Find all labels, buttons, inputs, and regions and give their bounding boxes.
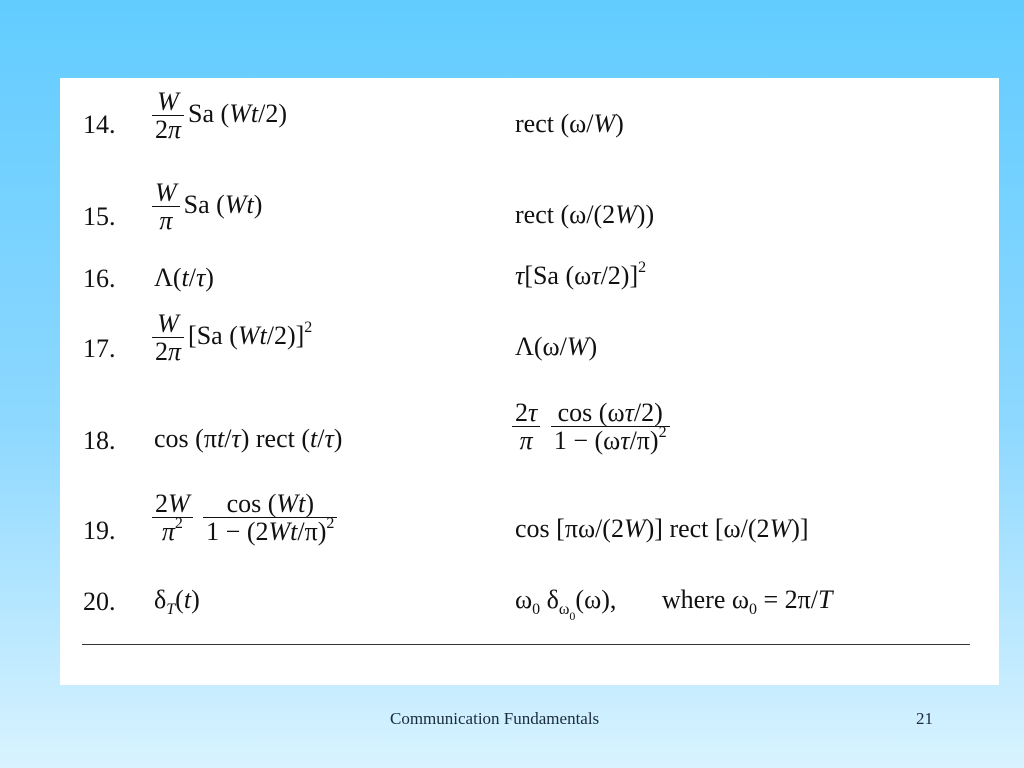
- row-18-signal: cos (πt/τ) rect (t/τ): [154, 424, 343, 453]
- row-15-transform: rect (ω/(2W)): [515, 200, 655, 229]
- row-14-transform: rect (ω/W): [515, 109, 624, 138]
- row-16-transform: τ[Sa (ωτ/2)]$^2$: [515, 259, 647, 290]
- row-18-transform: $\frac{2\tau}{\pi}$ $\frac{\cos (\omega\tau/2)}{1 - (\omega\tau/\pi)^2}$: [512, 399, 674, 455]
- row-17-number: 17.: [83, 334, 116, 363]
- table-bottom-rule: [82, 644, 970, 645]
- row-17-transform: Λ(ω/W): [515, 332, 598, 361]
- row-20-number: 20.: [83, 587, 116, 616]
- row-16-signal: Λ(t/τ): [154, 263, 214, 292]
- row-18-number: 18.: [83, 426, 116, 455]
- page-number: 21: [916, 709, 933, 728]
- footer-title: Communication Fundamentals: [390, 709, 600, 728]
- row-14-number: 14.: [83, 110, 116, 139]
- row-15-number: 15.: [83, 202, 116, 231]
- row-19-signal: $\frac{2W}{\pi^2}$ $\frac{\cos (Wt)}{1 - (2Wt/\pi)^2}$: [152, 490, 341, 546]
- row-20-transform: $\omega_0$ $\delta_{\omega_0}(\omega)$, where $\omega_0 = 2\pi/T$: [515, 585, 833, 623]
- row-14-signal: $\frac{W}{2\pi}$ Sa (Wt/2): [152, 88, 287, 144]
- row-17-signal: $\frac{W}{2\pi}$ [Sa (Wt/2)]$^2$: [152, 310, 312, 366]
- row-15-signal: $\frac{W}{\pi}$ Sa (Wt): [152, 179, 262, 235]
- row-16-number: 16.: [83, 264, 116, 293]
- transform-table: [60, 78, 999, 685]
- row-20-signal: $\delta_T(t)$: [154, 585, 200, 618]
- row-19-transform: cos [πω/(2W)] rect [ω/(2W)]: [515, 514, 809, 543]
- row-19-number: 19.: [83, 516, 116, 545]
